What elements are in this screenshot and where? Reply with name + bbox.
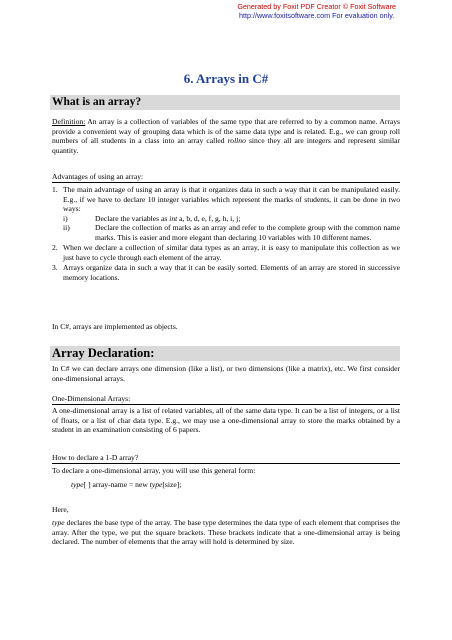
list-item: [52, 185, 400, 242]
sub-item-text-post: a, b, d, e, f, g, h, i, j;: [177, 213, 241, 223]
sub-list: [63, 214, 400, 243]
watermark-line-1: Generated by Foxit PDF Creator © Foxit Software: [237, 2, 396, 11]
general-form-syntax: [71, 480, 181, 490]
section-heading-what-is-array: What is an array?: [50, 95, 400, 110]
type-description: [52, 518, 400, 547]
sub-item-keyword: int: [169, 213, 178, 223]
sub-list-item: [63, 223, 400, 242]
syntax-end: [size];: [162, 480, 182, 489]
type-description-text: declares the base type of the array. The base type determines the data type of each element that comprises the array. After the type, we put the square brackets. These brackets indicate that a one-dimensional array is being declared. The number of elements that the array will hold is determined by size.: [52, 518, 400, 546]
objects-note: In C#, arrays are implemented as objects.: [52, 322, 178, 331]
sub-list-item: [63, 214, 400, 224]
chapter-title: 6. Arrays in C#: [183, 71, 269, 86]
syntax-middle: [ ] array-name = new: [83, 480, 150, 489]
syntax-type-2: type: [149, 480, 163, 489]
sub-list-number: i): [63, 213, 68, 223]
list-item-text: When we declare a collection of similar data types as an array, it is easy to manipulate this collection as we just have to cycle through each element of the array.: [63, 243, 400, 262]
definition-text-post: since they all are integers and represent similar quantity.: [52, 136, 400, 155]
how-to-declare-heading: How to declare a 1-D array?: [52, 453, 400, 464]
definition-label: Definition:: [52, 117, 86, 126]
advantages-heading: Advantages of using an array:: [52, 172, 400, 183]
here-label: Here,: [52, 505, 69, 514]
definition-text-pre: An array is a collection of variables of the same type that are referred to by a common name. Arrays provide a convenient way of grouping data which is of the same data type and is related. E.g., we can group roll numbers of all students in a class into an array called: [52, 117, 400, 145]
list-item-number: 3.: [52, 263, 58, 272]
syntax-type: type: [71, 480, 84, 489]
list-item: [52, 263, 400, 282]
list-item-text: The main advantage of using an array is that it organizes data in such a way that it can be manipulated easily. E.g., if we have to declare 10 integer variables which represent the marks of students, it can be done in two ways:: [63, 185, 400, 213]
general-form-intro: To declare a one-dimensional array, you will use this general form:: [52, 466, 256, 475]
section-heading-array-declaration: Array Declaration:: [50, 346, 400, 361]
declaration-intro: In C# we can declare arrays one dimension (like a list), or two dimensions (like a matrix), etc. We first consider one-dimensional arrays.: [52, 364, 400, 383]
one-dim-heading: One-Dimensional Arrays:: [52, 394, 400, 405]
list-item: [52, 243, 400, 262]
list-item-number: 2.: [52, 243, 58, 252]
definition-variable: rollno: [227, 136, 246, 145]
advantages-list: [52, 185, 400, 283]
sub-item-text-pre: Declare the variables as: [95, 213, 170, 223]
list-item-text: Arrays organize data in such a way that it can be easily sorted. Elements of an array are stored in successive memory locations.: [63, 263, 400, 282]
list-item-number: 1.: [52, 185, 58, 194]
one-dim-paragraph: A one-dimensional array is a list of related variables, all of the same data type. It can be a list of integers, or a list of floats, or a list of char data type. E.g., we may use a one-dimensional array to store the marks obtained by a student in an examination consisting of 6 papers.: [52, 406, 400, 434]
sub-item-text: Declare the collection of marks as an array and refer to the complete group with the common name marks. This is easier and more elegant than declaring 10 variables with 10 different names.: [95, 223, 400, 242]
watermark-line-2: http://www.foxitsoftware.com For evaluation only.: [239, 11, 395, 20]
type-word: type: [52, 518, 65, 527]
sub-list-number: ii): [63, 223, 70, 232]
definition-paragraph: [52, 117, 400, 155]
foxit-watermark: [237, 2, 396, 20]
